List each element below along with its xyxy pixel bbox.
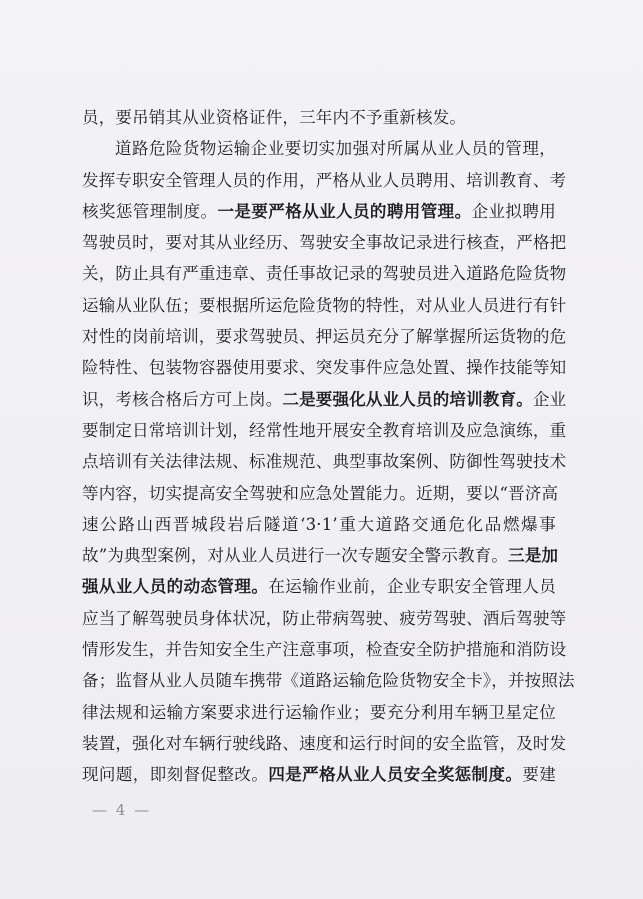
text-line-5: [82, 227, 567, 258]
text-segment: 识，考核合格后方可上岗。: [82, 389, 283, 409]
text-segment: 险特性、包装物容器使用要求、突发事件应急处置、操作技能等知: [82, 358, 567, 378]
text-segment: 要建: [522, 765, 557, 785]
text-segment: 情形发生，并告知安全生产注意事项，检查安全防护措施和消防设: [82, 640, 567, 660]
text-segment: 等内容，切实提高安全驾驶和应急处置能力。近期，要以“晋济高: [82, 483, 559, 503]
text-line-3: [82, 165, 567, 196]
text-line-13: [82, 478, 559, 509]
text-line-7: [82, 290, 567, 321]
bold-heading-3-end: 强从业人员的动态管理。: [82, 577, 269, 597]
bold-heading-4: 四是严格从业人员安全奖惩制度。: [268, 765, 523, 785]
text-segment: 员，要吊销其从业资格证件，三年内不予重新核发。: [82, 108, 467, 127]
text-line-19: [82, 665, 575, 696]
text-segment: 核奖惩管理制度。: [82, 201, 218, 221]
text-segment: 企业拟聘用: [471, 201, 557, 221]
text-line-16: [82, 571, 556, 602]
text-line-8: [82, 321, 567, 352]
text-segment: 要制定日常培训计划，经常性地开展安全教育培训及应急演练，重: [82, 420, 567, 440]
text-segment: 速公路山西晋城段岩后隧道‘3·1’重大道路交通危化品燃爆事: [82, 514, 556, 534]
text-line-2: [82, 133, 556, 164]
bold-heading-2: 二是要强化从业人员的培训教育。: [282, 389, 533, 409]
text-segment: 现问题，即刻督促整改。: [82, 765, 269, 785]
text-line-4: [82, 196, 556, 227]
text-segment: 故”为典型案例，对从业人员进行一次专题安全警示教育。: [82, 546, 509, 566]
text-line-15: [82, 540, 559, 571]
text-line-21: [82, 728, 567, 759]
text-segment: 运输从业队伍；要根据所运危险货物的特性，对从业人员进行有针: [82, 295, 567, 315]
text-segment: 发挥专职安全管理人员的作用，严格从业人员聘用、培训教育、考: [82, 170, 567, 190]
text-segment: 企业: [532, 389, 567, 409]
text-segment: 道路危险货物运输企业要切实加强对所属从业人员的管理，: [115, 139, 556, 159]
text-segment: 应当了解驾驶员身体状况，防止带病驾驶、疲劳驾驶、酒后驾驶等: [82, 608, 567, 628]
text-segment: 关，防止具有严重违章、责任事故记录的驾驶员进入道路危险货物: [82, 264, 567, 284]
text-line-6: [82, 258, 567, 289]
bold-heading-1: 一是要严格从业人员的聘用管理。: [217, 201, 472, 221]
text-segment: 驾驶员时，要对其从业经历、驾驶安全事故记录进行核查，严格把: [82, 233, 567, 253]
text-line-1: [82, 102, 556, 133]
text-line-12: [82, 446, 567, 477]
text-line-9: [82, 352, 567, 383]
text-segment: 点培训有关法律法规、标准规范、典型事故案例、防御性驾驶技术: [82, 452, 567, 472]
text-segment: 装置，强化对车辆行驶线路、速度和运行时间的安全监管，及时发: [82, 733, 567, 753]
text-line-11: [82, 415, 567, 446]
text-segment: 律法规和运输方案要求进行运输作业；要充分利用车辆卫星定位: [82, 702, 556, 722]
document-body: [82, 102, 575, 791]
text-line-14: [82, 509, 556, 540]
text-line-18: [82, 634, 567, 665]
text-segment: 备；监督从业人员随车携带《道路运输危险货物安全卡》，并按照法: [82, 671, 575, 691]
page-number: — 4 —: [92, 801, 152, 819]
text-line-22: [82, 759, 556, 790]
bold-heading-3-start: 三是加: [508, 546, 559, 566]
text-line-10: [82, 384, 567, 415]
text-line-20: [82, 697, 556, 728]
text-segment: 在运输作业前，企业专职安全管理人员: [268, 577, 556, 597]
text-line-17: [82, 603, 567, 634]
text-segment: 对性的岗前培训，要求驾驶员、押运员充分了解掌握所运货物的危: [82, 327, 567, 347]
